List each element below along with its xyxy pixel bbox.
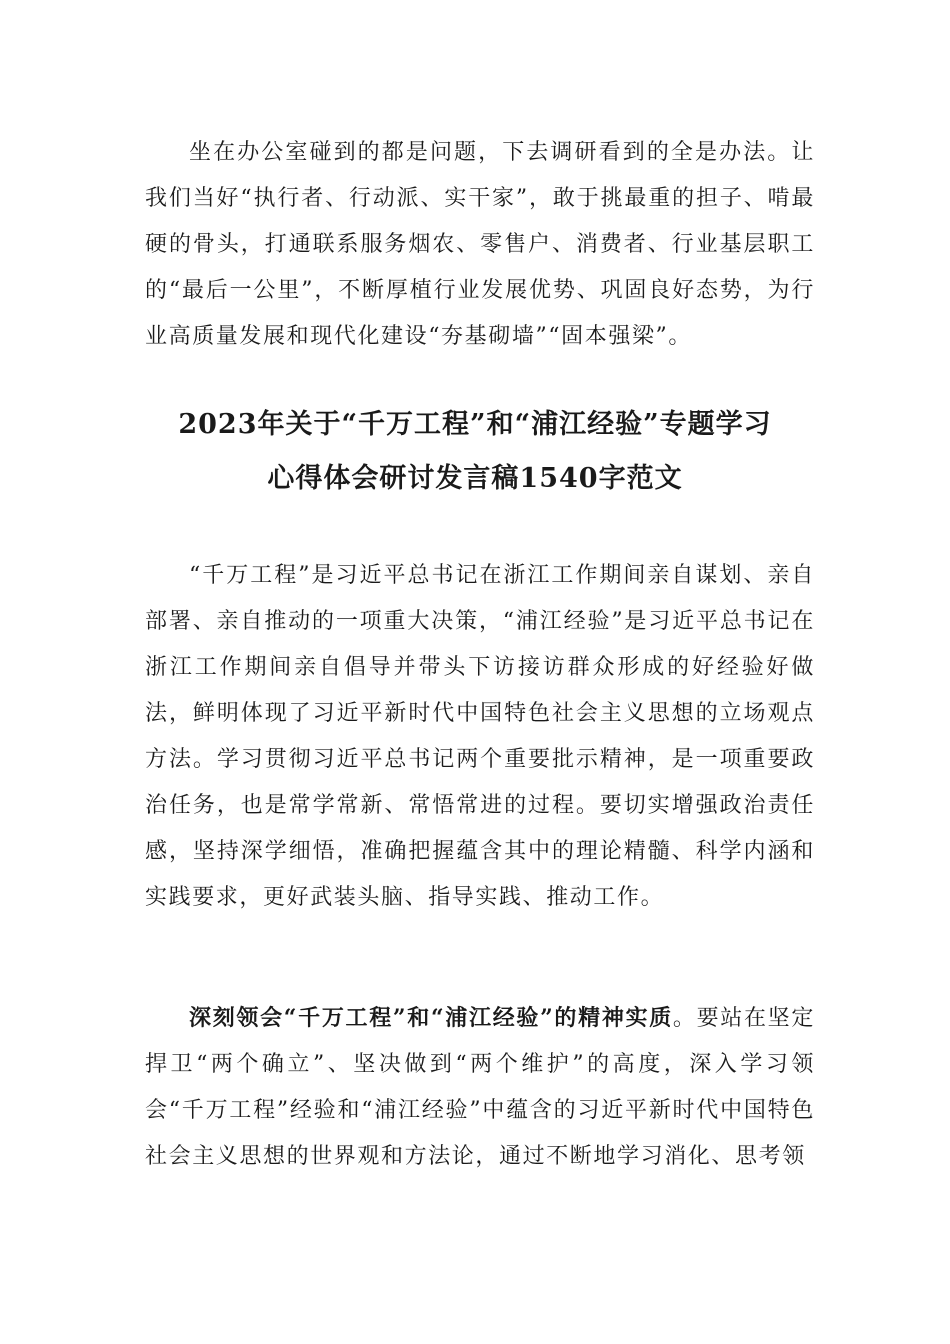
body-paragraph (145, 995, 815, 1180)
title-line: 心得体会研讨发言稿1540字范文 (267, 463, 683, 494)
title-line: 2023年关于“千万工程”和“浦江经验”专题学习 (178, 409, 772, 440)
document-title (120, 398, 830, 506)
paragraph-lead-heading: 深刻领会“千万工程”和“浦江经验”的精神实质 (189, 1005, 673, 1031)
paragraph-body-text: 。要站在坚定捍卫“两个确立”、坚决做到“两个维护”的高度，深入学习领会“千万工程”经验和“浦江经验”中蕴含的习近平新时代中国特色社会主义思想的世界观和方法论，通过不断地学习消化、思考领 (145, 1006, 815, 1169)
body-paragraph: “千万工程”是习近平总书记在浙江工作期间亲自谋划、亲自部署、亲自推动的一项重大决策，“浦江经验”是习近平总书记在浙江工作期间亲自倡导并带头下访接访群众形成的好经验好做法，鲜明体现了习近平新时代中国特色社会主义思想的立场观点方法。学习贯彻习近平总书记两个重要批示精神，是一项重要政治任务，也是常学常新、常悟常进的过程。要切实增强政治责任感，坚持深学细悟，准确把握蕴含其中的理论精髓、科学内涵和实践要求，更好武装头脑、指导实践、推动工作。 (145, 563, 815, 910)
body-paragraph: 坐在办公室碰到的都是问题，下去调研看到的全是办法。让我们当好“执行者、行动派、实干家”，敢于挑最重的担子、啃最硬的骨头，打通联系服务烟农、零售户、消费者、行业基层职工的“最后一公里”，不断厚植行业发展优势、巩固良好态势，为行业高质量发展和现代化建设“夯基砌墙”“固本强梁”。 (145, 140, 815, 349)
